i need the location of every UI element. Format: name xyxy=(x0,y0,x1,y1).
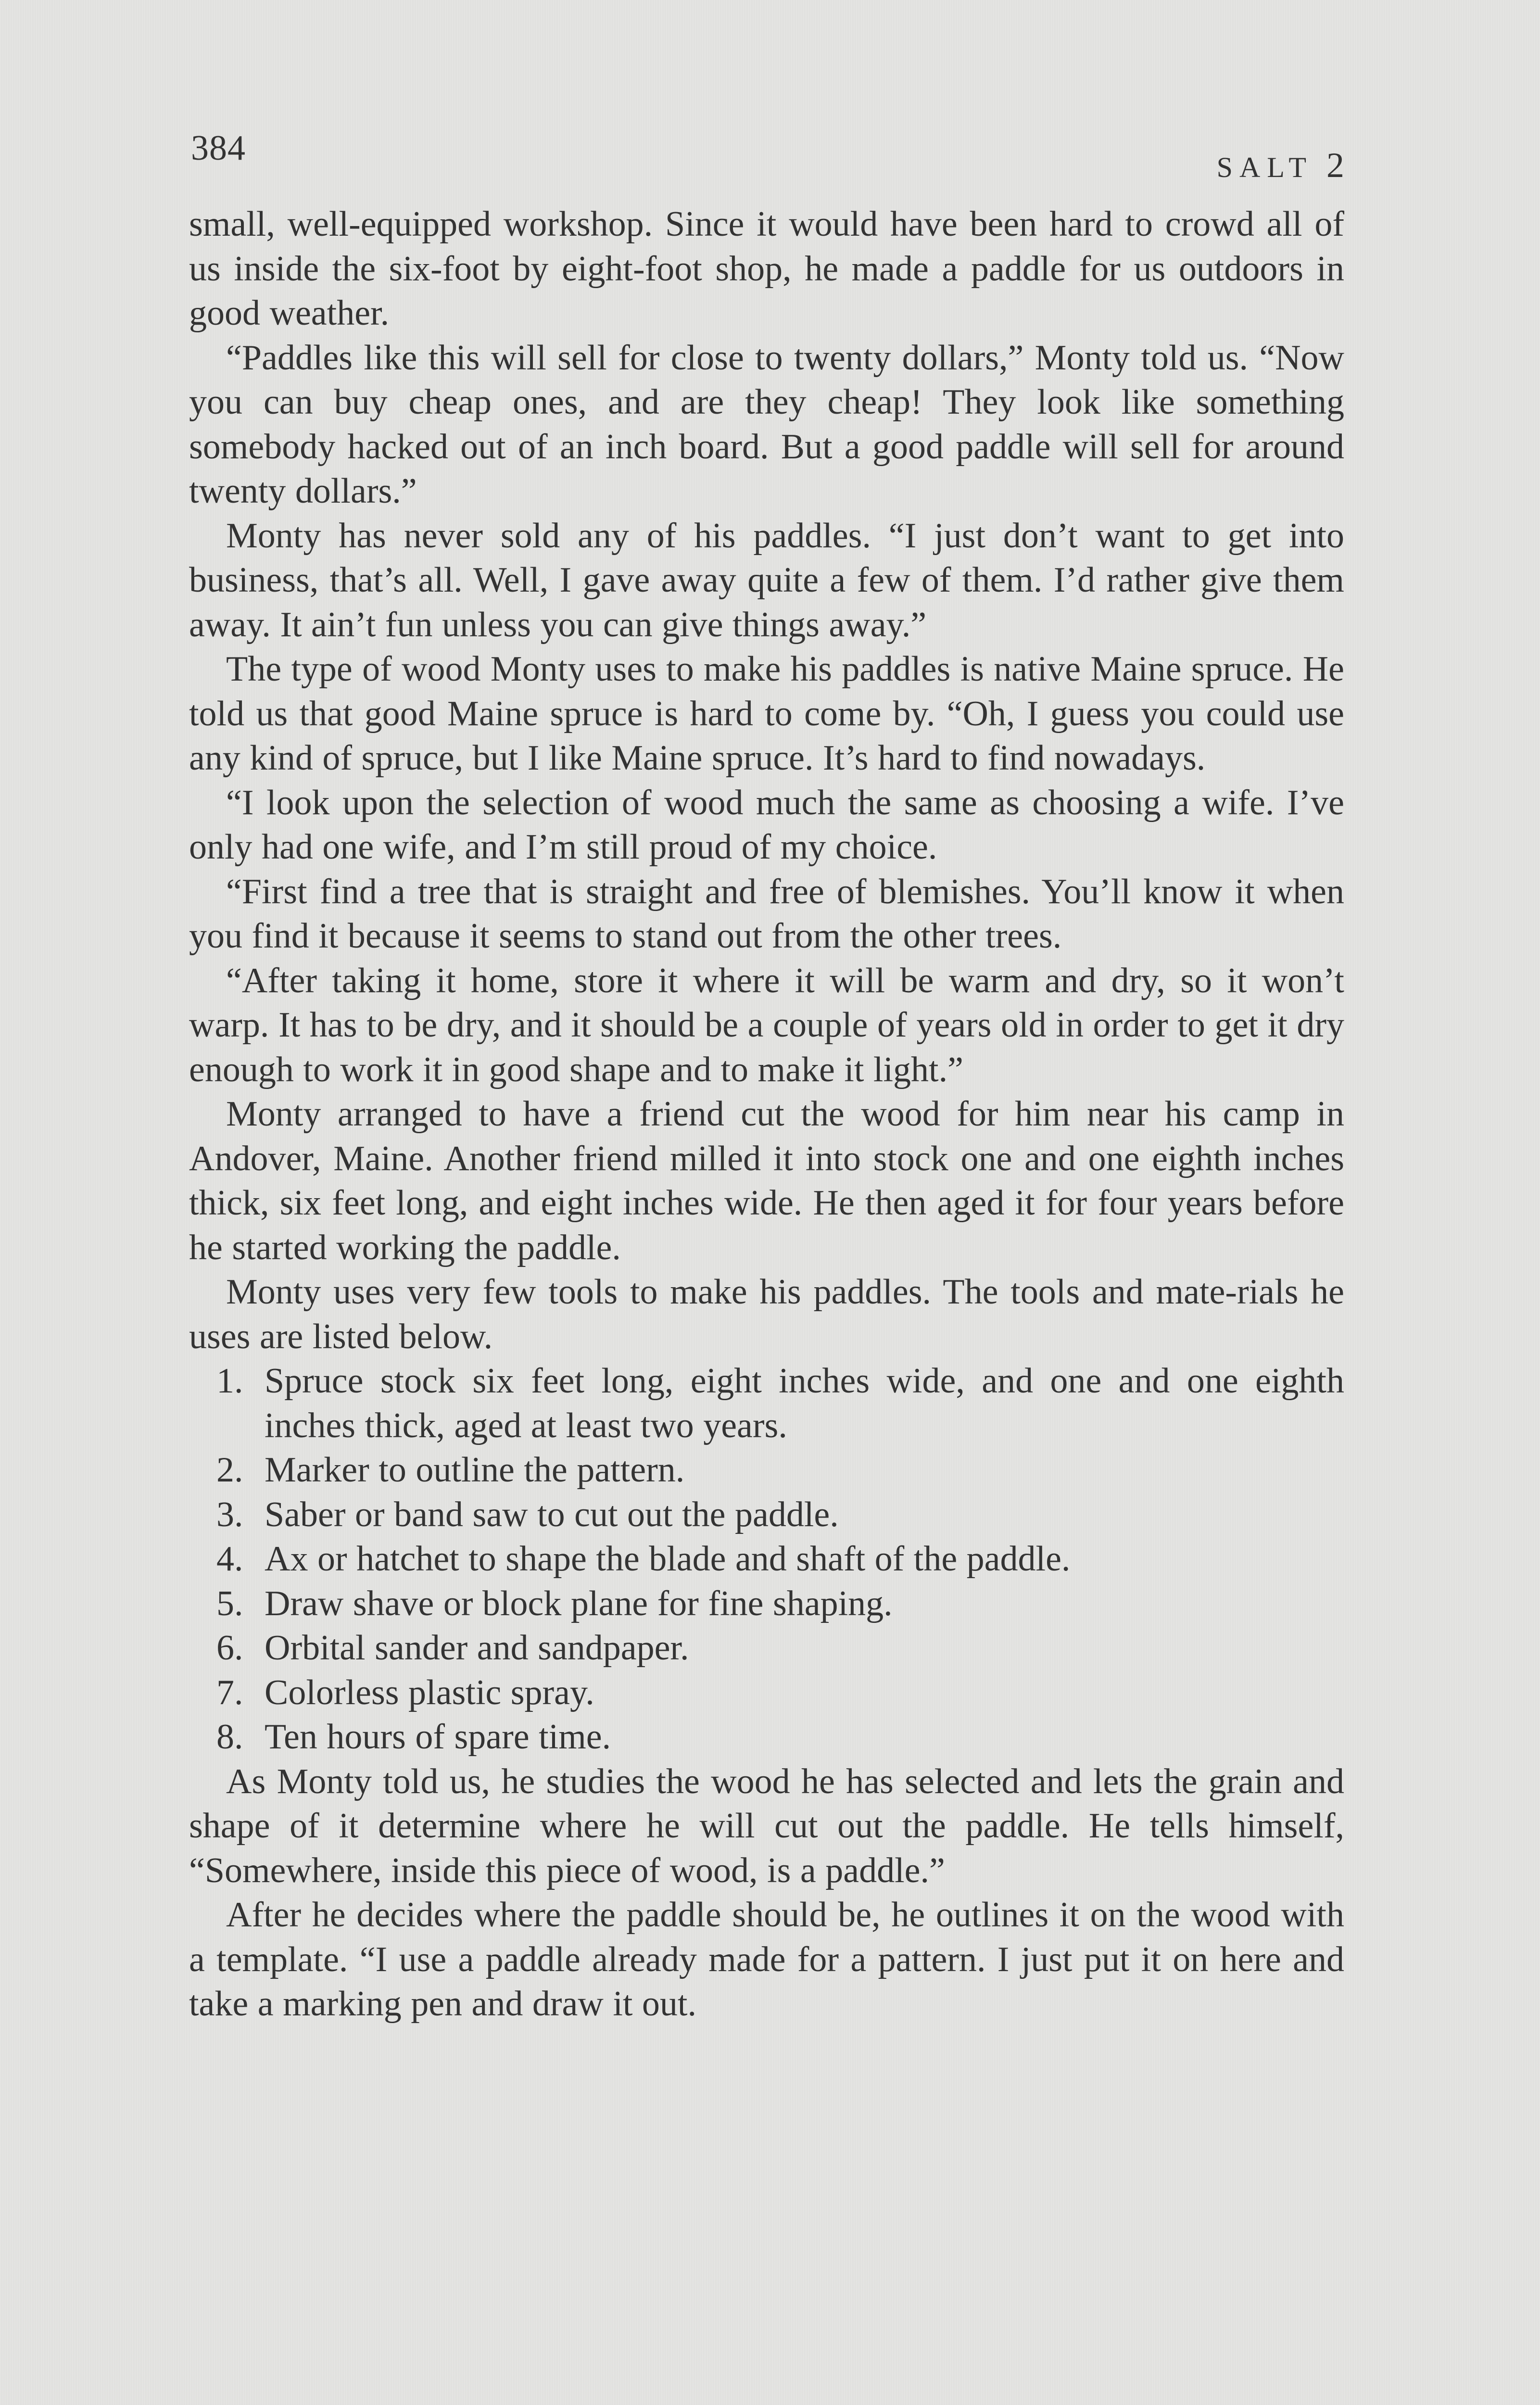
paragraph: Monty arranged to have a friend cut the wood for him near his camp in Andover, Maine. Another friend milled it into stock one and one eighth inches thick, six feet long, and eight inches wide. He then aged it for four years before he started working the paddle. xyxy=(189,1094,1344,1267)
paragraph: After he decides where the paddle should be, he outlines it on the wood with a template. “I use a paddle already made for a pattern. I just put it on here and take a marking pen and draw it out. xyxy=(189,1895,1344,2024)
paragraph: Monty has never sold any of his paddles. “I just don’t want to get into business, that’s all. Well, I gave away quite a few of them. I’d rather give them away. It ain’t fun unless you can give things away.” xyxy=(189,516,1344,645)
list-item-text: Colorless plastic spray. xyxy=(265,1672,594,1712)
list-item-text: Ax or hatchet to shape the blade and shaft of the paddle. xyxy=(265,1539,1071,1579)
list-item xyxy=(189,1448,1344,1493)
list-item-number: 7. xyxy=(216,1672,243,1712)
paragraph: The type of wood Monty uses to make his paddles is native Maine spruce. He told us that good Maine spruce is hard to come by. “Oh, I guess you could use any kind of spruce, but I like Maine spruce. It’s hard to find nowadays. xyxy=(189,649,1344,778)
tools-list xyxy=(189,1359,1344,1759)
list-item xyxy=(189,1671,1344,1715)
list-item xyxy=(189,1359,1344,1448)
volume-number: 2 xyxy=(1326,146,1344,185)
list-item-text: Spruce stock six feet long, eight inches wide, and one and one eighth inches thick, aged at least two years. xyxy=(265,1361,1344,1445)
paragraph: Monty uses very few tools to make his paddles. The tools and mate-rials he uses are listed below. xyxy=(189,1272,1344,1356)
list-item-text: Draw shave or block plane for fine shaping. xyxy=(265,1583,893,1623)
book-page xyxy=(189,126,1344,2026)
list-item xyxy=(189,1537,1344,1582)
list-item-number: 4. xyxy=(216,1539,243,1579)
list-item-text: Saber or band saw to cut out the paddle. xyxy=(265,1494,839,1534)
paragraph: “After taking it home, store it where it will be warm and dry, so it won’t warp. It has to be dry, and it should be a couple of years old in order to get it dry enough to work it in good shape and to make it light.” xyxy=(189,961,1344,1089)
list-item xyxy=(189,1582,1344,1626)
body-text xyxy=(189,202,1344,2026)
list-item-text: Marker to outline the pattern. xyxy=(265,1450,685,1490)
list-item-text: Ten hours of spare time. xyxy=(265,1717,611,1757)
list-item-text: Orbital sander and sandpaper. xyxy=(265,1628,689,1668)
list-item-number: 5. xyxy=(216,1583,243,1623)
list-item-number: 8. xyxy=(216,1717,243,1757)
book-title: SALT xyxy=(1216,152,1313,183)
page-number: 384 xyxy=(191,128,246,168)
paragraph: “I look upon the selection of wood much the same as choosing a wife. I’ve only had one wife, and I’m still proud of my choice. xyxy=(189,783,1344,867)
list-item-number: 3. xyxy=(216,1494,243,1534)
list-item xyxy=(189,1626,1344,1671)
list-item-number: 6. xyxy=(216,1628,243,1668)
list-item-number: 2. xyxy=(216,1450,243,1490)
paragraph: “First find a tree that is straight and free of blemishes. You’ll know it when you find it because it seems to stand out from the other trees. xyxy=(189,872,1344,956)
running-head xyxy=(189,126,1344,202)
list-item-number: 1. xyxy=(216,1361,243,1401)
paragraph: As Monty told us, he studies the wood he has selected and lets the grain and shape of it determine where he will cut out the paddle. He tells himself, “Somewhere, inside this piece of wood, is a paddle.” xyxy=(189,1761,1344,1890)
paragraph-continued: small, well-equipped workshop. Since it would have been hard to crowd all of us inside the six-foot by eight-foot shop, he made a paddle for us outdoors in good weather. xyxy=(189,204,1344,333)
list-item xyxy=(189,1493,1344,1537)
list-item xyxy=(189,1715,1344,1759)
paragraph: “Paddles like this will sell for close to twenty dollars,” Monty told us. “Now you can buy cheap ones, and are they cheap! They look like something somebody hacked out of an inch board. But a good paddle will sell for around twenty dollars.” xyxy=(189,338,1344,511)
running-title xyxy=(1217,143,1344,190)
